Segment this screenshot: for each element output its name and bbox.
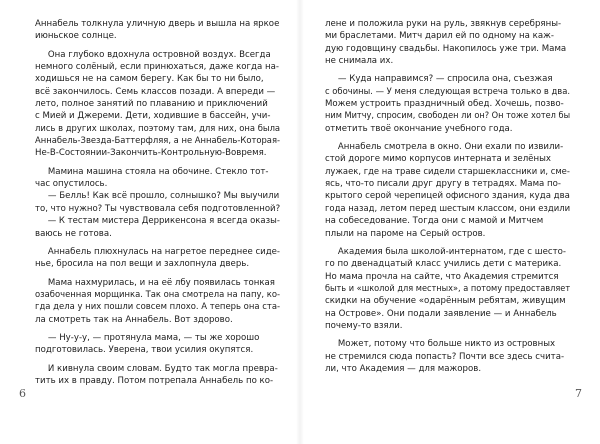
- text-line: скидки на обучение «одарённым ребятам, живущим: [325, 296, 566, 307]
- text-line: ли, что Академия — для мажоров.: [325, 363, 482, 374]
- text-line: Но мама прочла на сайте, что Академия стремится: [325, 271, 559, 282]
- text-line: быть и «школой для местных», а потому предоставляет: [325, 283, 571, 294]
- text-line: Можем устроить праздничный обед. Хочешь, позво-: [325, 99, 564, 110]
- text-line: ним Митчу, спросим, свободен ли он? Он тоже хотел бы: [325, 111, 571, 122]
- text-line: — Ну-у-у, — протянула мама, — ты же хорошо: [35, 332, 260, 343]
- text-line: подготовилась. Уверена, твои усилия окупятся.: [35, 345, 254, 356]
- text-line: с Мией и Джереми. Дети, ходившие в бассейн, учи-: [35, 111, 271, 122]
- text-line: стой дороге мимо корпусов интерната и зелёных: [325, 154, 551, 165]
- text-line: нье, бросила на пол вещи и захлопнула дверь.: [35, 259, 250, 270]
- text-line: Аннабель смотрела в окно. Они ехали по извили-: [325, 142, 564, 153]
- text-line: лето, полное занятий по плаванию и приключений: [35, 99, 268, 110]
- text-line: ходишься не на самом берегу. Как бы то ни было,: [35, 74, 264, 85]
- text-line: гда дела у них пошли совсем плохо. А теперь она ста-: [35, 302, 281, 313]
- text-line: отметить твоё окончание учебного года.: [325, 123, 513, 134]
- text-line: го по двенадцатый класс учились дети с материка.: [325, 259, 562, 270]
- text-line: на собеседование. Тогда они с мамой и Митчем: [325, 216, 544, 227]
- text-line: дую годовщину свадьбы. Накопилось уже три. Мама: [325, 43, 567, 54]
- text-line: с обочины. — У меня следующая встреча только в два.: [325, 86, 571, 97]
- text-line: Аннабель-Звезда-Баттерфляя, а не Аннабель-Которая-: [35, 136, 281, 147]
- text-line: Она глубоко вдохнула островной воздух. Всегда: [35, 49, 271, 60]
- left-page-text: [35, 18, 280, 387]
- text-line: почему-то взяли.: [325, 320, 403, 331]
- text-line: крытого серой черепицей офисного здания, куда два: [325, 191, 570, 202]
- text-line: Академия была школой-интернатом, где с шесто-: [325, 246, 566, 257]
- text-line: плыли на пароме на Серый остров.: [325, 228, 486, 239]
- text-line: — К тестам мистера Деррикенсона я всегда оказы-: [35, 216, 280, 227]
- text-line: Мамина машина стояла на обочине. Стекло тот-: [35, 166, 269, 177]
- text-line: то, что нужно? Ты чувствовала себя подготовленной?: [35, 203, 281, 214]
- text-line: не снимала их.: [325, 56, 394, 67]
- text-line: И кивнула своим словам. Будто так могла превра-: [35, 363, 278, 374]
- text-line: Может, потому что больше никто из островных: [325, 339, 556, 350]
- text-line: ваюсь не готова.: [35, 228, 112, 239]
- text-line: ми браслетами. Митч дарил ей по одному на каж-: [325, 31, 554, 42]
- text-line: час опустилось.: [35, 179, 108, 190]
- text-line: озабоченная морщинка. Так она смотрела на папу, ко-: [35, 289, 281, 300]
- text-line: Аннабель плюхнулась на нагретое переднее сиде-: [35, 246, 281, 257]
- text-line: лужаек, где на траве сидели старшеклассники и, сме-: [325, 166, 570, 177]
- text-line: не стремился сюда попасть? Почти все здесь счита-: [325, 351, 565, 362]
- text-line: всё закончилось. Семь классов позади. А впереди —: [35, 86, 276, 97]
- text-line: Не-В-Состоянии-Закончить-Контрольную-Вовремя.: [35, 148, 267, 159]
- text-line: года назад, летом перед шестым классом, они ездили: [325, 203, 571, 214]
- right-page-text: [325, 18, 570, 375]
- right-page-number: 7: [575, 387, 582, 400]
- text-line: — Куда направимся? — спросила она, съезжая: [325, 74, 553, 85]
- text-line: немного солёный, если принюхаться, даже когда на-: [35, 62, 279, 73]
- text-line: лене и положила руки на руль, звякнув серебряны-: [325, 19, 562, 29]
- text-line: лись в других школах, поэтому там, для них, она была: [35, 123, 281, 134]
- left-page-number: 6: [19, 387, 26, 400]
- text-line: Аннабель толкнула уличную дверь и вышла на яркое: [35, 19, 280, 29]
- text-line: — Белль! Как всё прошло, солнышко? Мы выучили: [35, 191, 280, 202]
- text-line: Мама нахмурилась, и на её лбу появилась тонкая: [35, 277, 275, 288]
- text-line: тить их в правду. Потом потрепала Аннабель по ко-: [35, 375, 274, 386]
- text-line: на Острове». Они подали заявление — и Аннабель: [325, 308, 557, 319]
- text-line: ла смотреть так на Аннабель. Вот здорово.: [35, 314, 233, 325]
- text-line: ясь, что-то писали друг другу в тетрадях. Мама по-: [325, 179, 562, 190]
- text-line: июньское солнце.: [35, 31, 117, 42]
